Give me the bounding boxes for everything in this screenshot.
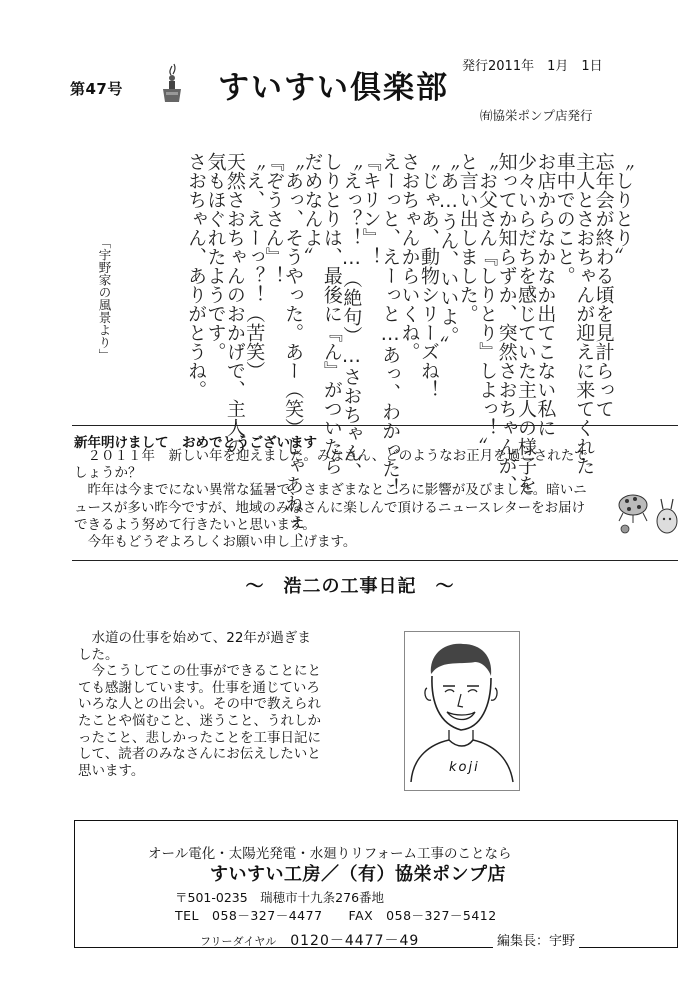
story-line: 『ぞうさん』！ — [262, 152, 285, 285]
story-line: さおちゃん、ありがとうね。 — [185, 152, 208, 399]
story-line: 『キリン』！ — [359, 152, 382, 266]
greeting-title: 新年明けまして おめでとうございます — [74, 435, 317, 451]
publish-date: 発行2011年 1月 1日 — [462, 59, 603, 74]
story-line: お店からなかなか出てこない私に — [534, 152, 557, 437]
story-line: 〝お父さん『しりとり』しよっ！〟 — [476, 152, 499, 456]
story-line: 〝じゃあ、動物シリーズね！ — [417, 152, 440, 399]
portrait-signature: koji — [449, 760, 480, 775]
story-line: 少々いらだちを感じていた主人の様子を — [514, 152, 537, 494]
publisher: ㈲協栄ポンプ店発行 — [480, 108, 593, 123]
story-line: 気もほぐれたようです。 — [204, 152, 227, 361]
newsletter-title: すいすい倶楽部 — [218, 70, 449, 106]
story-line: 〝あ…うん、いいよ。〟 — [437, 152, 460, 355]
footer-tel-fax: TEL 058－327－4477 FAX 058－327－5412 — [175, 908, 497, 923]
footer-company: すいすい工房／（有）協栄ポンプ店 — [210, 864, 506, 885]
story-line: 忘年会が終わる頃を見計らって — [592, 152, 615, 418]
section-divider — [72, 560, 678, 561]
story-line: しりとりは、最後に『ん』がついたら — [320, 152, 343, 475]
greeting-paragraph: ２０１１年 新しい年を迎えました。みなさん、どのようなお正月を過ごされたでしょうか？ — [74, 448, 588, 482]
greeting-body — [74, 448, 594, 551]
story-line: 〝しりとり〟 — [612, 152, 634, 266]
story-line: 天然さおちゃんのおかげで、主人の — [223, 152, 246, 456]
footer-services: オール電化・太陽光発電・水廻りリフォーム工事のことなら — [148, 846, 512, 862]
freedial-label: フリーダイヤル — [200, 935, 277, 948]
greeting-paragraph: 昨年は今までにない異常な猛暑で、さまざまなところに影響が及びました。暗いニュースが多い昨今ですが、地域のみなさんに楽しんで頂けるニュースレターをお届けできるよう努めて行きたいと思います。 — [74, 482, 587, 533]
beetle-illustration-icon — [605, 487, 685, 537]
story-line: さおちゃんからいくね。 — [398, 152, 421, 361]
story-line: 〝あっ、そうやった。あー（笑）じゃあねぇ、 — [282, 152, 305, 551]
story-line: えーっと、えーっと…あっ、わかった！ — [379, 152, 402, 497]
story-line: 車中でのこと。 — [553, 152, 576, 285]
story-line: 知ってか知らずか、突然さおちゃんが、 — [495, 152, 518, 494]
footer-address: 〒501-0235 瑞穂市十九条276番地 — [175, 890, 385, 905]
footer-editor: 編集長：宇野 — [493, 930, 579, 949]
footer-freedial — [200, 930, 419, 950]
story-line: 〝え、えーっ？！（苦笑） — [243, 152, 266, 380]
story-caption: 「宇野家の風景より」 — [97, 236, 112, 361]
story-line: と言い出しました。 — [456, 152, 479, 323]
diary-paragraph: 今こうしてこの仕事ができることにとても感謝しています。仕事を通じていろいろな人との出会い。その中で教えられたことや悩むこと、迷うこと、うれしかったこと、悲しかったことを工事日記にして、読者のみなさんにお伝えしたいと思います。 — [78, 663, 321, 779]
diary-body — [78, 630, 323, 779]
story-line: だめなんよ〟 — [301, 152, 324, 266]
greeting-paragraph: 今年もどうぞよろしくお願い申し上げます。 — [74, 534, 357, 551]
story-line: 〝えっ？！…（絶句）…さおちゃん、 — [340, 152, 363, 481]
diary-paragraph: 水道の仕事を始めて、22年が過ぎました。 — [78, 630, 311, 663]
section-divider — [72, 425, 678, 426]
diary-title: ～ 浩二の工事日記 ～ — [245, 576, 455, 597]
story-line: 主人とさおちゃんが迎えに来てくれた — [573, 152, 596, 475]
issue-number: 第47号 — [70, 80, 123, 98]
freedial-number: 0120－4477－49 — [290, 933, 420, 949]
faucet-logo-icon — [158, 62, 186, 104]
koji-portrait — [404, 631, 520, 791]
